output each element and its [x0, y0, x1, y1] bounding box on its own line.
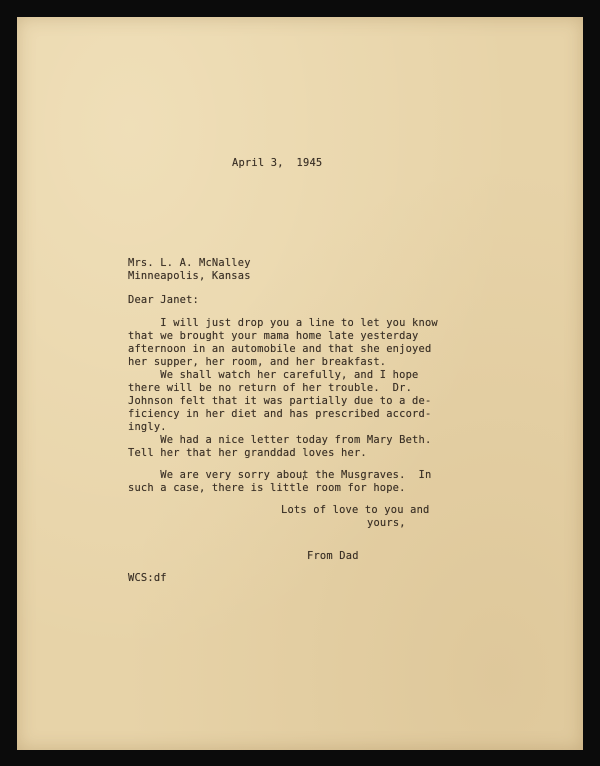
paragraph-1	[128, 317, 438, 369]
paragraph-line: Tell her that her granddad loves her.	[128, 447, 367, 459]
salutation: Dear Janet:	[128, 294, 200, 306]
paragraph-line: afternoon in an automobile and that she enjoyed	[128, 343, 432, 355]
paragraph-line: Johnson felt that it was partially due to a de-	[128, 395, 432, 407]
paragraph-line: We are very sorry about the Musgraves. In	[128, 469, 432, 481]
paragraph-line: We had a nice letter today from Mary Beth.	[128, 434, 432, 446]
closing-line-2: yours,	[367, 517, 406, 529]
recipient-city: Minneapolis, Kansas	[128, 270, 251, 282]
paragraph-2	[128, 369, 431, 434]
signature: From Dad	[307, 550, 359, 562]
paragraph-line: ficiency in her diet and has prescribed accord-	[128, 408, 432, 420]
paragraph-line: that we brought your mama home late yesterday	[128, 330, 419, 342]
paragraph-line: I will just drop you a line to let you know	[128, 317, 438, 329]
paragraph-line: there will be no return of her trouble. Dr.	[128, 382, 413, 394]
paragraph-line: ingly.	[128, 421, 167, 433]
reference-initials: WCS:df	[128, 572, 167, 584]
paragraph-line: such a case, there is little room for hope.	[128, 482, 406, 494]
recipient-name: Mrs. L. A. McNalley	[128, 257, 251, 269]
paragraph-4	[128, 469, 431, 495]
paragraph-3	[128, 434, 431, 460]
closing-line-1: Lots of love to you and	[281, 504, 430, 516]
paragraph-line: We shall watch her carefully, and I hope	[128, 369, 419, 381]
letter-date: April 3, 1945	[232, 157, 323, 169]
paragraph-line: her supper, her room, and her breakfast.	[128, 356, 387, 368]
